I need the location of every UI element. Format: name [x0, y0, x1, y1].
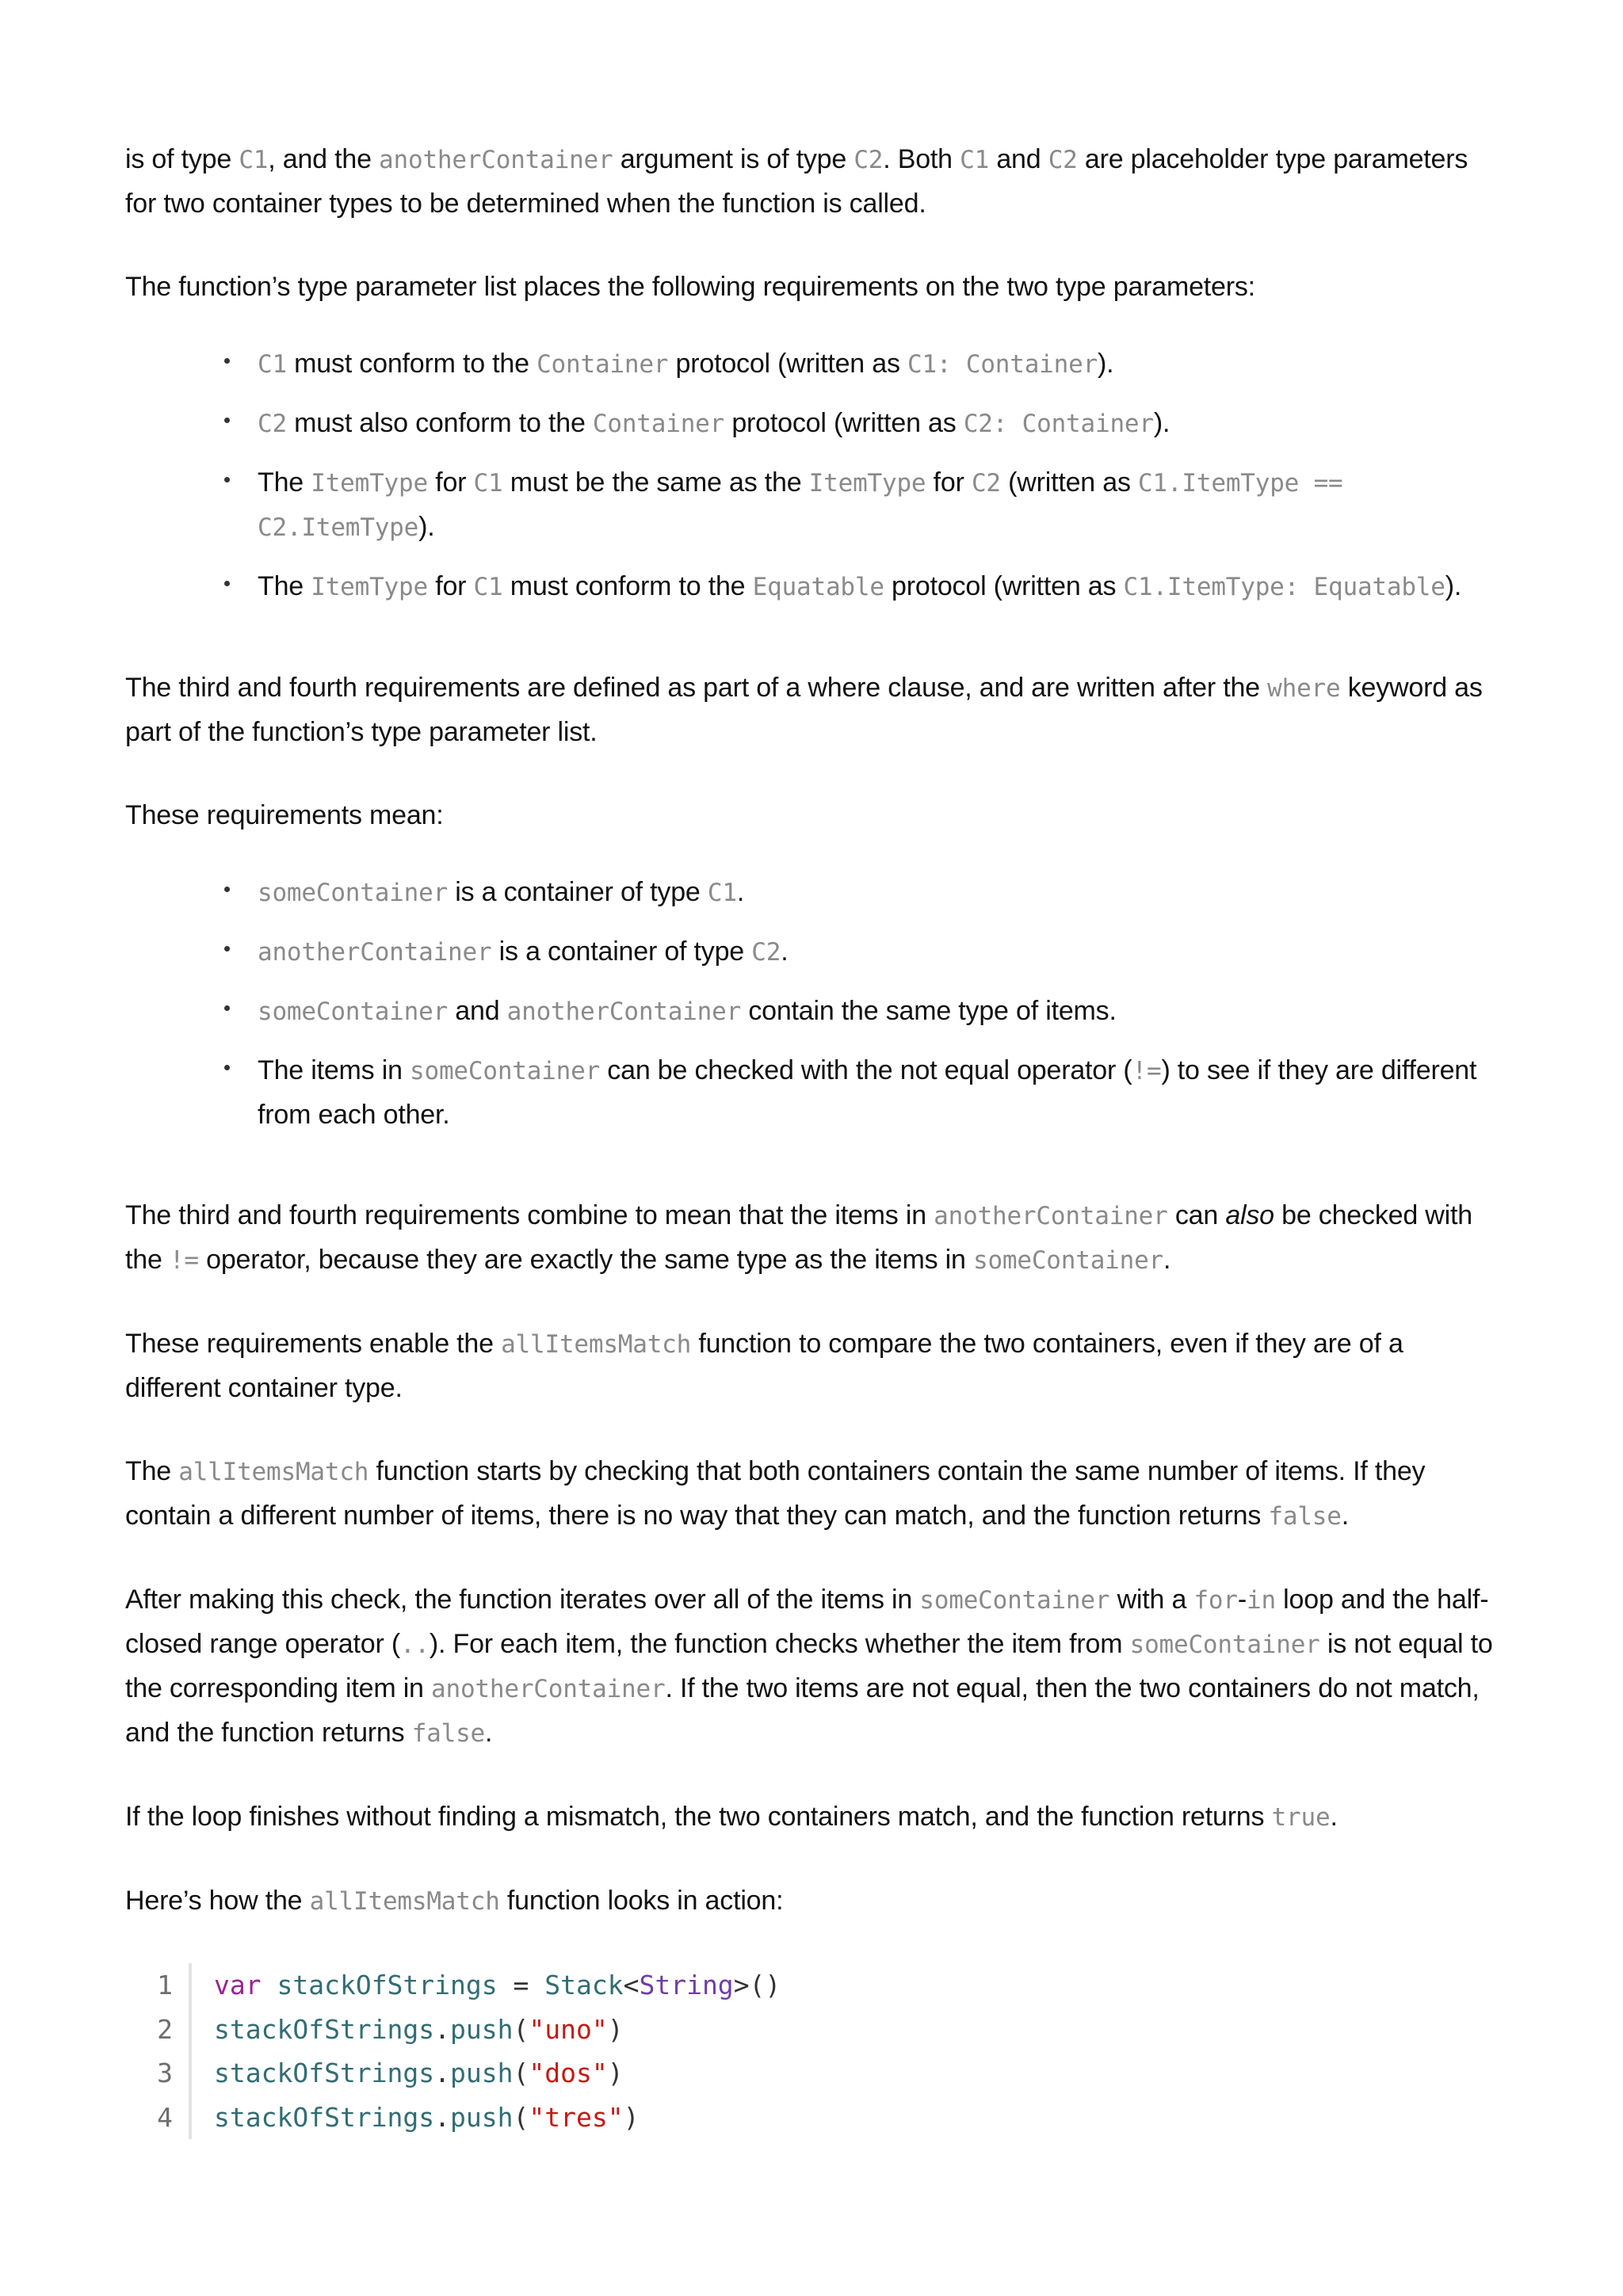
paragraph-requirements-intro: The function’s type parameter list places the following requirements on the two type parameters: [125, 272, 1255, 302]
identifier: stackOfStrings [214, 2013, 435, 2045]
text: can be checked with the not equal operator ( [600, 1055, 1132, 1085]
text: The [125, 1456, 179, 1486]
punctuation: ( [513, 2058, 529, 2088]
space [262, 1970, 277, 2000]
text: operator, because they are exactly the same type as the items in [198, 1245, 973, 1275]
text: is a container of type [448, 877, 708, 907]
paragraph-in-action [125, 1879, 1498, 1924]
text: must conform to the [502, 571, 753, 601]
text: contain the same type of items. [741, 996, 1117, 1026]
text: are placeholder type parameters for two container types to be determined when the function is called. [125, 144, 1468, 219]
inline-code: anotherContainer [258, 938, 492, 967]
text: Here’s how the [125, 1886, 310, 1916]
text: ). [1098, 349, 1114, 379]
punctuation: . [434, 2013, 451, 2045]
inline-code: allItemsMatch [501, 1330, 692, 1359]
list-item [258, 342, 1498, 387]
text: . Both [883, 144, 960, 174]
punctuation: ) [623, 2101, 640, 2133]
identifier: stackOfStrings [214, 2101, 435, 2133]
punctuation: ( [513, 2101, 529, 2133]
punctuation: < [623, 1970, 640, 2000]
code-listing [125, 1963, 1498, 2139]
punctuation: ) [607, 2058, 624, 2088]
paragraph-loop-finishes [125, 1795, 1498, 1840]
paragraph-combine [125, 1194, 1498, 1283]
inline-code: C1.ItemType: Equatable [1123, 573, 1445, 601]
text: is of type [125, 144, 239, 174]
punctuation: >() [733, 1970, 781, 2000]
bullet-icon [224, 1065, 230, 1070]
inline-code: C2 [971, 469, 1001, 498]
inline-code: Container [592, 410, 725, 438]
method-name: push [450, 2013, 514, 2045]
bullet-icon [224, 358, 230, 364]
text: The third and fourth requirements combine to mean that the items in [125, 1200, 934, 1230]
paragraph-starts-checking [125, 1450, 1498, 1539]
list-item [258, 402, 1498, 446]
text: argument is of type [613, 144, 854, 174]
text: keyword as part of the function’s type parameter list. [125, 673, 1483, 747]
text: If the loop finishes without finding a mismatch, the two containers match, and the function returns [125, 1802, 1272, 1832]
identifier: stackOfStrings [277, 1970, 498, 2000]
punctuation: . [434, 2101, 451, 2133]
text: . [485, 1718, 493, 1748]
list-item [258, 990, 1498, 1034]
inline-code: C2 [1048, 146, 1078, 174]
inline-code: someContainer [258, 879, 449, 907]
inline-code: ItemType [311, 573, 428, 601]
inline-code: C1 [258, 350, 287, 379]
paragraph-intro [125, 138, 1498, 226]
inline-code: where [1267, 674, 1341, 703]
method-name: push [450, 2101, 514, 2133]
inline-code: != [169, 1246, 199, 1275]
text: protocol (written as [884, 571, 1124, 601]
text: function starts by checking that both containers contain the same number of items. If they contain a different number of items, there is no way that they can match, and the function returns [125, 1456, 1426, 1531]
text: The [258, 467, 311, 498]
code-text [192, 2096, 639, 2140]
line-number: 2 [125, 2008, 192, 2052]
text: ). [418, 512, 435, 542]
inline-code: anotherContainer [431, 1675, 666, 1703]
text: . [736, 877, 745, 907]
bullet-icon [224, 418, 230, 423]
text: . [1163, 1245, 1171, 1275]
code-line [125, 2008, 1498, 2052]
inline-code: anotherContainer [934, 1202, 1168, 1230]
text: for [926, 467, 972, 498]
text: . If the two items are not equal, then the two containers do not match, and the function returns [125, 1673, 1480, 1748]
keyword: var [214, 1970, 262, 2000]
inline-code: C2: Container [963, 410, 1154, 438]
text: ) to see if they are different from each other. [258, 1055, 1477, 1130]
list-item [258, 1049, 1498, 1137]
text: function to compare the two containers, even if they are of a different container type. [125, 1329, 1403, 1403]
inline-code: allItemsMatch [309, 1887, 500, 1916]
text: must conform to the [286, 349, 537, 379]
inline-code: C1 [239, 146, 269, 174]
meaning-list [125, 871, 1498, 1137]
requirements-list [125, 342, 1498, 609]
paragraph-where-clause [125, 666, 1498, 754]
inline-code: anotherContainer [506, 997, 742, 1026]
inline-code: anotherContainer [379, 146, 613, 174]
text: The items in [258, 1055, 411, 1085]
inline-code: someContainer [258, 997, 449, 1026]
inline-code: ItemType [808, 469, 926, 498]
text: protocol (written as [668, 349, 907, 379]
paragraph-requirements-mean: These requirements mean: [125, 800, 444, 830]
code-line [125, 1963, 1498, 2008]
identifier: stackOfStrings [214, 2058, 435, 2088]
code-line [125, 2051, 1498, 2096]
line-number: 3 [125, 2051, 192, 2096]
line-number: 4 [125, 2096, 192, 2140]
text: ). For each item, the function checks whether the item from [429, 1629, 1130, 1659]
string-literal: "tres" [529, 2101, 624, 2133]
text: must be the same as the [502, 467, 809, 498]
code-text [192, 2051, 624, 2096]
inline-code: true [1271, 1803, 1331, 1832]
text: , and the [268, 144, 380, 174]
text: be checked with the [125, 1200, 1472, 1275]
inline-code: someContainer [919, 1586, 1110, 1615]
inline-code: C1 [707, 879, 737, 907]
inline-code: C1.ItemType == [1138, 469, 1343, 498]
punctuation: ) [607, 2013, 624, 2045]
inline-code: in [1246, 1586, 1276, 1615]
code-text [192, 2008, 624, 2052]
type-name: Stack [544, 1970, 624, 2000]
list-item [258, 461, 1498, 550]
code-line [125, 2096, 1498, 2140]
text: function looks in action: [499, 1886, 784, 1916]
line-number: 1 [125, 1963, 192, 2008]
bullet-icon [224, 581, 230, 586]
text: for [427, 571, 474, 601]
bullet-icon [224, 1005, 230, 1011]
list-item [258, 871, 1498, 915]
paragraph-enable [125, 1322, 1498, 1410]
inline-code: allItemsMatch [178, 1458, 369, 1486]
text: must also conform to the [286, 408, 593, 438]
text: (written as [1000, 467, 1139, 498]
emphasis: also [1225, 1200, 1274, 1230]
text: and [448, 996, 507, 1026]
text: After making this check, the function iterates over all of the items in [125, 1585, 920, 1615]
inline-code: Container [537, 350, 669, 379]
text: can [1167, 1200, 1226, 1230]
inline-code: C2 [751, 938, 781, 967]
inline-code: Equatable [752, 573, 884, 601]
inline-code: C2.ItemType [258, 513, 419, 542]
text: for [427, 467, 474, 498]
string-literal: "uno" [529, 2013, 608, 2045]
inline-code: ItemType [311, 469, 428, 498]
text: The third and fourth requirements are defined as part of a where clause, and are written after the [125, 673, 1268, 703]
inline-code: C2 [854, 146, 884, 174]
text: protocol (written as [724, 408, 964, 438]
punctuation: ( [513, 2013, 529, 2045]
text: loop and the half-closed range operator ( [125, 1585, 1489, 1659]
inline-code: someContainer [410, 1057, 601, 1085]
text: . [1330, 1802, 1338, 1832]
type-name: String [639, 1970, 734, 2000]
inline-code: false [411, 1719, 486, 1748]
inline-code: for [1193, 1586, 1238, 1615]
text: and [989, 144, 1048, 174]
inline-code: someContainer [1129, 1630, 1320, 1659]
bullet-icon [224, 477, 230, 482]
text: ). [1153, 408, 1170, 438]
inline-code: false [1268, 1502, 1342, 1531]
text: . [781, 936, 789, 967]
text: - [1237, 1585, 1247, 1615]
inline-code: C1: Container [907, 350, 1098, 379]
text: is not equal to the corresponding item in [125, 1629, 1493, 1703]
text: The [258, 571, 311, 601]
punctuation: . [434, 2058, 451, 2088]
inline-code: C2 [258, 410, 287, 438]
list-item [258, 565, 1498, 609]
text: is a container of type [491, 936, 752, 967]
text: . [1341, 1501, 1349, 1531]
paragraph-iterates [125, 1578, 1498, 1756]
text: ). [1445, 571, 1462, 601]
operator: = [497, 1970, 545, 2000]
inline-code: C1 [473, 573, 503, 601]
inline-code: C1 [960, 146, 990, 174]
method-name: push [450, 2058, 514, 2088]
list-item [258, 930, 1498, 974]
inline-code: != [1132, 1057, 1162, 1085]
inline-code: C1 [473, 469, 503, 498]
bullet-icon [224, 887, 230, 892]
inline-code: .. [399, 1630, 430, 1659]
inline-code: someContainer [972, 1246, 1164, 1275]
code-text [192, 1963, 781, 2008]
text: with a [1109, 1585, 1194, 1615]
text: These requirements enable the [125, 1329, 502, 1359]
bullet-icon [224, 946, 230, 952]
string-literal: "dos" [529, 2058, 608, 2088]
